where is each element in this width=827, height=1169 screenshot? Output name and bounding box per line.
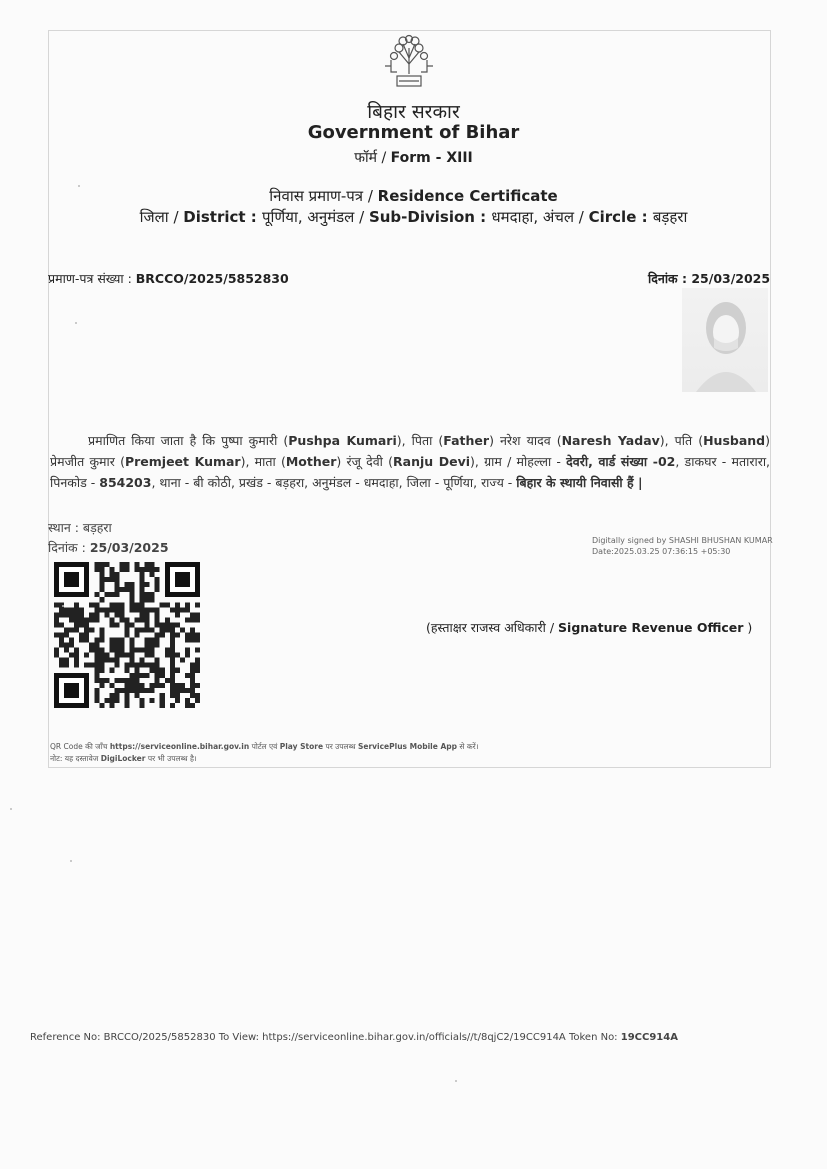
qr-note-text: से करें। <box>457 742 479 751</box>
body-text-6: ), माता ( <box>240 454 286 469</box>
qr-note-line-1 <box>50 741 479 753</box>
signature-label-close: ) <box>743 620 753 635</box>
footer-reference <box>30 1032 678 1043</box>
footer-text: Reference No: BRCCO/2025/5852830 To View: https://serviceonline.bihar.gov.in/officials//t/8qjC2/19CC914A Token No: <box>30 1032 621 1043</box>
date-value: 25/03/2025 <box>691 271 771 286</box>
certificate-hindi: निवास प्रमाण-पत्र / <box>269 187 378 205</box>
body-text-9: , डाकघर - मतारारा, पिनकोड - <box>50 454 771 490</box>
form-number <box>0 148 827 167</box>
signature-label-hindi: (हस्ताक्षर राजस्व अधिकारी / <box>426 620 559 635</box>
place-date-value: 25/03/2025 <box>89 540 169 555</box>
scan-speck <box>78 185 80 187</box>
certificate-title <box>0 186 827 206</box>
qr-note-text: पर उपलब्ध <box>323 742 358 751</box>
qr-code-icon[interactable] <box>54 562 200 708</box>
footer-token: 19CC914A <box>620 1032 678 1043</box>
body-text-5: ) प्रेमजीत कुमार ( <box>50 433 770 469</box>
body-text-4: ), पति ( <box>659 433 704 448</box>
subdivision-value: धमदाहा, अंचल / <box>491 208 589 226</box>
husband-label: Husband <box>703 433 766 448</box>
district-value: पूर्णिया, अनुमंडल / <box>262 208 369 226</box>
digital-signature-date: Date:2025.03.25 07:36:15 +05:30 <box>592 547 731 556</box>
pincode: 854203 <box>99 475 152 490</box>
cert-no-value: BRCCO/2025/5852830 <box>135 271 289 286</box>
signature-label <box>426 619 752 636</box>
qr-note-text: पर भी उपलब्ध है। <box>145 754 197 763</box>
circle-label: Circle : <box>588 208 653 226</box>
hindi-title: बिहार सरकार <box>367 101 460 123</box>
father-name: Naresh Yadav <box>561 433 660 448</box>
qr-note-url: https://serviceonline.bihar.gov.in <box>109 742 250 751</box>
scan-speck <box>10 808 12 810</box>
state-residence: बिहार के स्थायी निवासी हैं | <box>516 475 643 490</box>
scan-speck <box>75 322 77 324</box>
circle-value: बड़हरा <box>652 208 688 226</box>
place: स्थान : बड़हरा <box>48 520 112 535</box>
body-text-1: प्रमाणित किया जाता है कि पुष्पा कुमारी ( <box>88 433 289 448</box>
body-text-7: ) रंजू देवी ( <box>336 454 394 469</box>
date-label: दिनांक : <box>648 271 692 286</box>
certificate-number <box>48 270 289 287</box>
digital-signature-name: Digitally signed by SHASHI BHUSHAN KUMAR <box>592 536 773 545</box>
place-date <box>48 539 169 556</box>
form-english: Form - XIII <box>390 150 473 166</box>
qr-note-store: Play Store <box>279 742 324 751</box>
form-hindi: फॉर्म / <box>354 150 391 166</box>
signature-label-english: Signature Revenue Officer <box>558 620 744 635</box>
body-text-3: ) नरेश यादव ( <box>489 433 562 448</box>
qr-note-line-2 <box>50 753 479 765</box>
qr-note-text: पोर्टल एवं <box>249 742 280 751</box>
subdivision-label: Sub-Division : <box>368 208 492 226</box>
father-label: Father <box>443 433 490 448</box>
village: देवरी, वार्ड संख्या -02 <box>566 454 676 469</box>
husband-name: Premjeet Kumar <box>124 454 241 469</box>
english-title: Government of Bihar <box>307 122 520 143</box>
place-date-label: दिनांक : <box>48 540 90 555</box>
body-text-8: ), ग्राम / मोहल्ला - <box>470 454 567 469</box>
body-text-10: , थाना - बी कोठी, प्रखंड - बड़हरा, अनुमंडल - धमदाहा, जिला - पूर्णिया, राज्य - <box>151 475 517 490</box>
qr-note-text: QR Code की जाँच <box>50 742 110 751</box>
qr-note-text: नोट: यह दस्तावेज <box>50 754 101 763</box>
scan-speck <box>62 605 64 607</box>
scan-speck <box>455 1080 457 1082</box>
applicant-name: Pushpa Kumari <box>288 433 397 448</box>
district-hindi: जिला / <box>139 208 184 226</box>
body-text-2: ), पिता ( <box>396 433 444 448</box>
district-label: District : <box>183 208 263 226</box>
qr-note <box>50 741 479 765</box>
digital-signature <box>592 535 773 557</box>
cert-no-label: प्रमाण-पत्र संख्या : <box>48 271 136 286</box>
mother-label: Mother <box>285 454 337 469</box>
mother-name: Ranju Devi <box>393 454 471 469</box>
bihar-state-emblem-icon <box>377 34 441 94</box>
certificate-english: Residence Certificate <box>377 187 558 205</box>
district-line <box>0 207 827 227</box>
applicant-photo <box>682 288 768 392</box>
scan-speck <box>70 860 72 862</box>
certificate-body <box>50 430 770 493</box>
qr-note-app: ServicePlus Mobile App <box>357 742 457 751</box>
issue-date <box>648 270 770 287</box>
qr-note-digilocker: DigiLocker <box>100 754 146 763</box>
